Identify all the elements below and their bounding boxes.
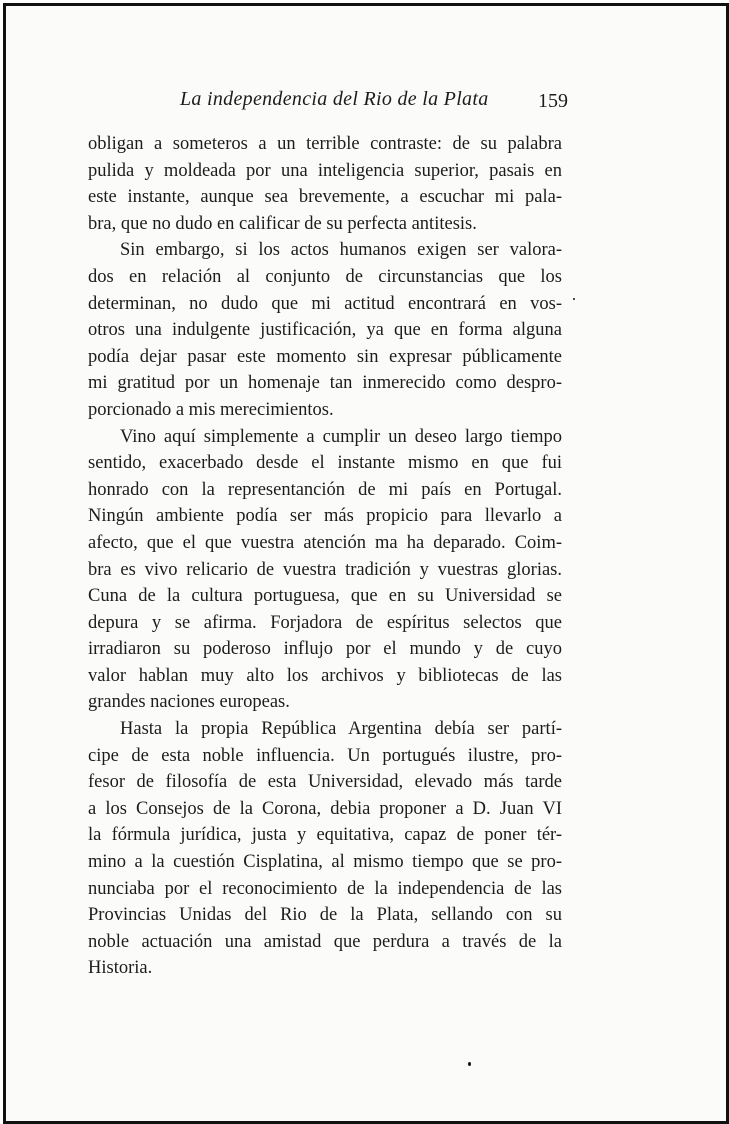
paragraph-2: [88, 237, 562, 423]
paragraph-3: [88, 424, 562, 717]
page-header: [180, 88, 580, 118]
text-line: obligan a someteros a un terrible contraste: de su palabra: [88, 134, 562, 154]
text-line: afecto, que el que vuestra atención ma ha deparado. Coim-: [88, 532, 562, 553]
text-line: bra, que no dudo en calificar de su perfecta antitesis.: [88, 213, 477, 234]
text-line: la fórmula jurídica, justa y equitativa, capaz de poner tér-: [88, 825, 562, 846]
text-line: porcionado a mis merecimientos.: [88, 399, 334, 420]
text-line: fesor de filosofía de esta Universidad, elevado más tarde: [88, 772, 562, 793]
text-line: irradiaron su poderoso influjo por el mundo y de cuyo: [88, 639, 562, 660]
text-line: Historia.: [88, 958, 153, 979]
text-line: noble actuación una amistad que perdura a través de la: [88, 931, 562, 952]
paragraph-4: [88, 716, 562, 982]
text-line: podía dejar pasar este momento sin expresar públicamente: [88, 346, 562, 367]
text-line: cipe de esta noble influencia. Un portugués ilustre, pro-: [88, 745, 562, 766]
text-line: honrado con la representanción de mi país en Portugal.: [88, 479, 562, 500]
text-line: nunciaba por el reconocimiento de la independencia de las: [88, 878, 562, 899]
text-line: pulida y moldeada por una inteligencia superior, pasais en: [88, 160, 562, 181]
text-line: este instante, aunque sea brevemente, a escuchar mi pala-: [88, 187, 562, 208]
text-line: Ningún ambiente podía ser más propicio para llevarlo a: [88, 506, 562, 527]
text-line: valor hablan muy alto los archivos y bibliotecas de las: [88, 665, 562, 686]
ink-speck: [468, 1062, 471, 1066]
paragraph-1: [88, 131, 562, 237]
text-line: bra es vivo relicario de vuestra tradición y vuestras glorias.: [88, 559, 562, 580]
text-line: grandes naciones europeas.: [88, 692, 290, 713]
text-line: dos en relación al conjunto de circunstancias que los: [88, 266, 562, 287]
body-text: [88, 131, 562, 982]
text-line: Sin embargo, si los actos humanos exigen ser valora-: [120, 240, 562, 261]
text-line: Hasta la propia República Argentina debía ser partí-: [120, 719, 562, 740]
text-line: Cuna de la cultura portuguesa, que en su Universidad se: [88, 586, 562, 607]
text-line: Provincias Unidas del Rio de la Plata, sellando con su: [88, 905, 562, 926]
ink-speck: [573, 298, 575, 300]
text-line: determinan, no dudo que mi actitud encontrará en vos-: [88, 293, 562, 314]
text-line: a los Consejos de la Corona, debia proponer a D. Juan VI: [88, 798, 562, 819]
text-line: Vino aquí simplemente a cumplir un deseo largo tiempo: [120, 426, 562, 447]
text-line: otros una indulgente justificación, ya que en forma alguna: [88, 320, 562, 341]
text-line: mino a la cuestión Cisplatina, al mismo tiempo que se pro-: [88, 852, 562, 873]
page-number: 159: [538, 90, 568, 112]
running-title: La independencia del Rio de la Plata: [180, 88, 489, 110]
text-line: sentido, exacerbado desde el instante mismo en que fui: [88, 453, 562, 474]
text-line: depura y se afirma. Forjadora de espíritus selectos que: [88, 612, 562, 633]
text-line: mi gratitud por un homenaje tan inmerecido como despro-: [88, 373, 562, 394]
